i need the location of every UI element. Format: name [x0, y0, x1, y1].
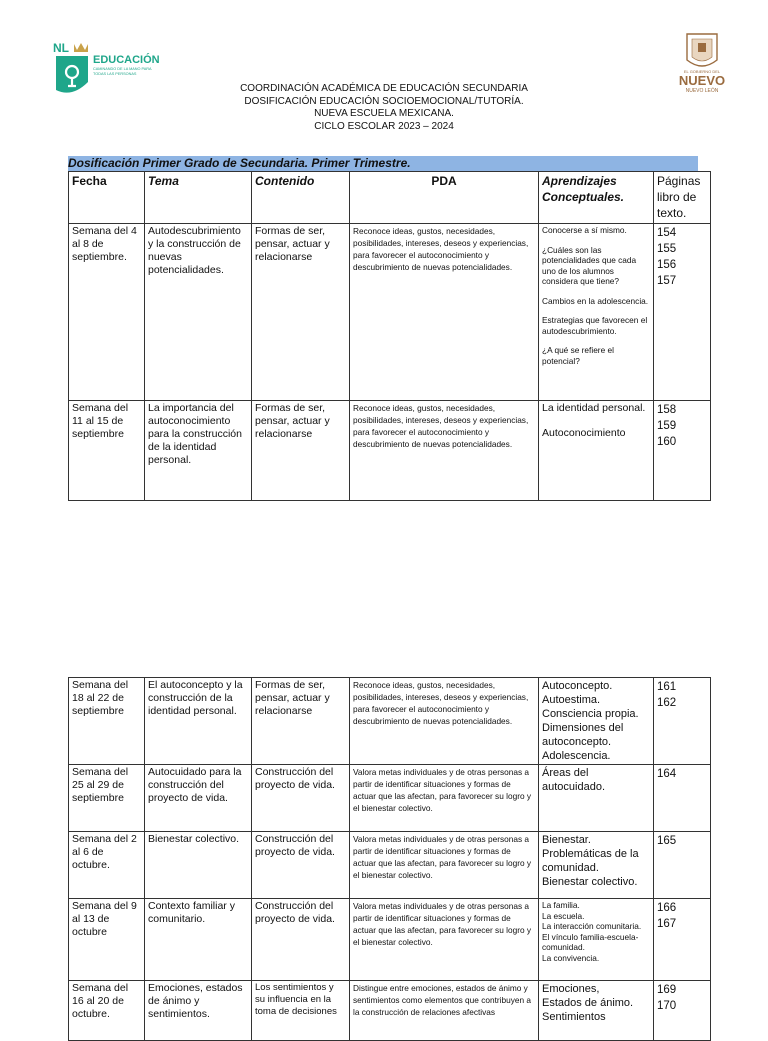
aprendizaje-item: ¿Cuáles son las potencialidades que cada uno de los alumnos considera que tiene?: [542, 244, 637, 286]
document-header: [0, 83, 768, 133]
page-number: 161: [657, 681, 677, 693]
aprendizaje-item: Autoconcepto.: [542, 680, 613, 692]
page-number: 157: [657, 275, 677, 287]
cell-contenido: Formas de ser, pensar, actuar y relacionarse: [252, 678, 350, 765]
cell-fecha: Semana del 11 al 15 de septiembre: [69, 401, 145, 501]
header-line-3: NUEVA ESCUELA MEXICANA.: [314, 108, 454, 119]
page-number: 158: [657, 404, 677, 416]
cell-contenido: Formas de ser, pensar, actuar y relacionarse: [252, 401, 350, 501]
page-number: 170: [657, 1000, 677, 1012]
aprendizaje-item: Problemáticas de la comunidad.: [542, 848, 639, 874]
cell-aprendizajes: [539, 224, 654, 401]
header-line-2: DOSIFICACIÓN EDUCACIÓN SOCIOEMOCIONAL/TUTORÍA.: [244, 95, 524, 107]
crest-text-3: NUEVO LEÓN: [685, 88, 719, 94]
aprendizaje-item: Conocerse a sí mismo.: [542, 225, 627, 235]
aprendizaje-item: Autoestima.: [542, 694, 601, 706]
table-row: [69, 832, 711, 899]
cell-fecha: Semana del 9 al 13 de octubre: [69, 899, 145, 981]
cell-paginas: [654, 678, 711, 765]
cell-pda: Valora metas individuales y de otras personas a partir de identificar situaciones y formas de actuar que las afectan, para favorecer su logro y el bienestar colectivo.: [350, 765, 539, 832]
cell-tema: Bienestar colectivo.: [145, 832, 252, 899]
cell-fecha: Semana del 4 al 8 de septiembre.: [69, 224, 145, 401]
cell-paginas: [654, 832, 711, 899]
cell-pda: Valora metas individuales y de otras personas a partir de identificar situaciones y formas de actuar que las afectan, para favorecer su logro y el bienestar colectivo.: [350, 832, 539, 899]
aprendizaje-item: Autoconocimiento: [542, 427, 626, 439]
table-row: [69, 765, 711, 832]
col-fecha: Fecha: [69, 172, 145, 224]
cell-aprendizajes: [539, 401, 654, 501]
table-title: Dosificación Primer Grado de Secundaria. Primer Trimestre.: [68, 156, 698, 171]
cell-paginas: [654, 899, 711, 981]
cell-aprendizajes: [539, 765, 654, 832]
table-header-row: [69, 172, 711, 224]
aprendizaje-item: La convivencia.: [542, 952, 600, 963]
page-number: 166: [657, 902, 677, 914]
logo-name: EDUCACIÓN: [93, 54, 160, 66]
page-number: 169: [657, 984, 677, 996]
cell-aprendizajes: [539, 981, 654, 1041]
logo-tagline: CAMINANDO DE LA MANO PARA TODAS LAS PERSONAS: [93, 67, 152, 76]
header-line-4: CICLO ESCOLAR 2023 – 2024: [314, 120, 454, 132]
table-row: [69, 899, 711, 981]
table-row: [69, 224, 711, 401]
col-paginas-label: Páginas libro de texto.: [657, 174, 701, 220]
aprendizaje-item: La interacción comunitaria.: [542, 921, 642, 931]
cell-fecha: Semana del 2 al 6 de octubre.: [69, 832, 145, 899]
page-number: 167: [657, 918, 677, 930]
cell-paginas: [654, 981, 711, 1041]
crest-text-2: NUEVO: [678, 73, 726, 88]
page-number: 156: [657, 259, 677, 271]
aprendizaje-item: Dimensiones del autoconcepto.: [542, 722, 624, 748]
page-number: 160: [657, 436, 677, 448]
cell-paginas: [654, 401, 711, 501]
aprendizaje-item: ¿A qué se refiere el potencial?: [542, 345, 614, 366]
page-number: 159: [657, 420, 677, 432]
cell-tema: Contexto familiar y comunitario.: [145, 899, 252, 981]
table-row: [69, 981, 711, 1041]
aprendizaje-item: Emociones,: [542, 983, 600, 995]
page-number: 154: [657, 227, 677, 239]
cell-tema: La importancia del autoconocimiento para la construcción de la identidad personal.: [145, 401, 252, 501]
cell-contenido: Construcción del proyecto de vida.: [252, 899, 350, 981]
aprendizaje-item: Cambios en la adolescencia.: [542, 295, 649, 306]
cell-contenido: Construcción del proyecto de vida.: [252, 832, 350, 899]
aprendizaje-item: Estrategias que favorecen el autodescubrimiento.: [542, 315, 648, 336]
logo-brand: NL: [53, 41, 69, 55]
aprendizaje-item: Sentimientos: [542, 1011, 606, 1023]
cell-pda: Distingue entre emociones, estados de ánimo y sentimientos como elementos que contribuyen a la construcción de relaciones afectivas: [350, 981, 539, 1041]
table-row: [69, 678, 711, 765]
aprendizaje-item: El vínculo familia-escuela-comunidad.: [542, 931, 639, 952]
cell-fecha: Semana del 16 al 20 de octubre.: [69, 981, 145, 1041]
page-number: 164: [657, 768, 677, 780]
cell-pda: Reconoce ideas, gustos, necesidades, posibilidades, intereses, deseos y experiencias, para favorecer el autoconocimiento y descubrimiento de nuevas potencialidades.: [350, 401, 539, 501]
aprendizaje-item: Consciencia propia.: [542, 708, 639, 720]
col-paginas: [654, 172, 711, 224]
aprendizaje-item: Bienestar.: [542, 834, 591, 846]
aprendizaje-item: La familia.: [542, 900, 580, 910]
cell-tema: Autodescubrimiento y la construcción de nuevas potencialidades.: [145, 224, 252, 401]
cell-aprendizajes: [539, 678, 654, 765]
cell-tema: Emociones, estados de ánimo y sentimientos.: [145, 981, 252, 1041]
cell-fecha: Semana del 18 al 22 de septiembre: [69, 678, 145, 765]
cell-tema: El autoconcepto y la construcción de la identidad personal.: [145, 678, 252, 765]
cell-fecha: Semana del 25 al 29 de septiembre: [69, 765, 145, 832]
col-contenido: Contenido: [252, 172, 350, 224]
cell-contenido: Los sentimientos y su influencia en la toma de decisiones: [252, 981, 350, 1041]
col-tema: Tema: [145, 172, 252, 224]
col-pda: PDA: [350, 172, 539, 224]
aprendizaje-item: Áreas del autocuidado.: [542, 767, 605, 793]
aprendizaje-item: La identidad personal.: [542, 402, 646, 414]
page-number: 155: [657, 243, 677, 255]
aprendizaje-item: Estados de ánimo.: [542, 997, 634, 1009]
cell-contenido: Construcción del proyecto de vida.: [252, 765, 350, 832]
header-line-1: COORDINACIÓN ACADÉMICA DE EDUCACIÓN SECUNDARIA: [240, 83, 528, 94]
dosification-table-1: [68, 171, 711, 501]
cell-contenido: Formas de ser, pensar, actuar y relacionarse: [252, 224, 350, 401]
aprendizaje-item: Adolescencia.: [542, 750, 611, 762]
cell-paginas: [654, 224, 711, 401]
page-number: 162: [657, 697, 677, 709]
cell-aprendizajes: [539, 832, 654, 899]
aprendizaje-item: La escuela.: [542, 910, 585, 921]
cell-pda: Reconoce ideas, gustos, necesidades, posibilidades, intereses, deseos y experiencias, para favorecer el autoconocimiento y descubrimiento de nuevas potencialidades.: [350, 224, 539, 401]
col-aprendizajes: Aprendizajes Conceptuales.: [539, 172, 654, 224]
cell-pda: Reconoce ideas, gustos, necesidades, posibilidades, intereses, deseos y experiencias, para favorecer el autoconocimiento y descubrimiento de nuevas potencialidades.: [350, 678, 539, 765]
cell-tema: Autocuidado para la construcción del proyecto de vida.: [145, 765, 252, 832]
cell-aprendizajes: [539, 899, 654, 981]
crown-icon: [74, 43, 88, 52]
aprendizaje-item: Bienestar colectivo.: [542, 876, 638, 888]
cell-pda: Valora metas individuales y de otras personas a partir de identificar situaciones y formas de actuar que las afectan, para favorecer su logro y el bienestar colectivo.: [350, 899, 539, 981]
table-row: [69, 401, 711, 501]
crest-text-1: EL GOBIERNO DEL: [683, 69, 721, 74]
cell-paginas: [654, 765, 711, 832]
page-number: 165: [657, 835, 677, 847]
dosification-table-2: [68, 677, 711, 1041]
